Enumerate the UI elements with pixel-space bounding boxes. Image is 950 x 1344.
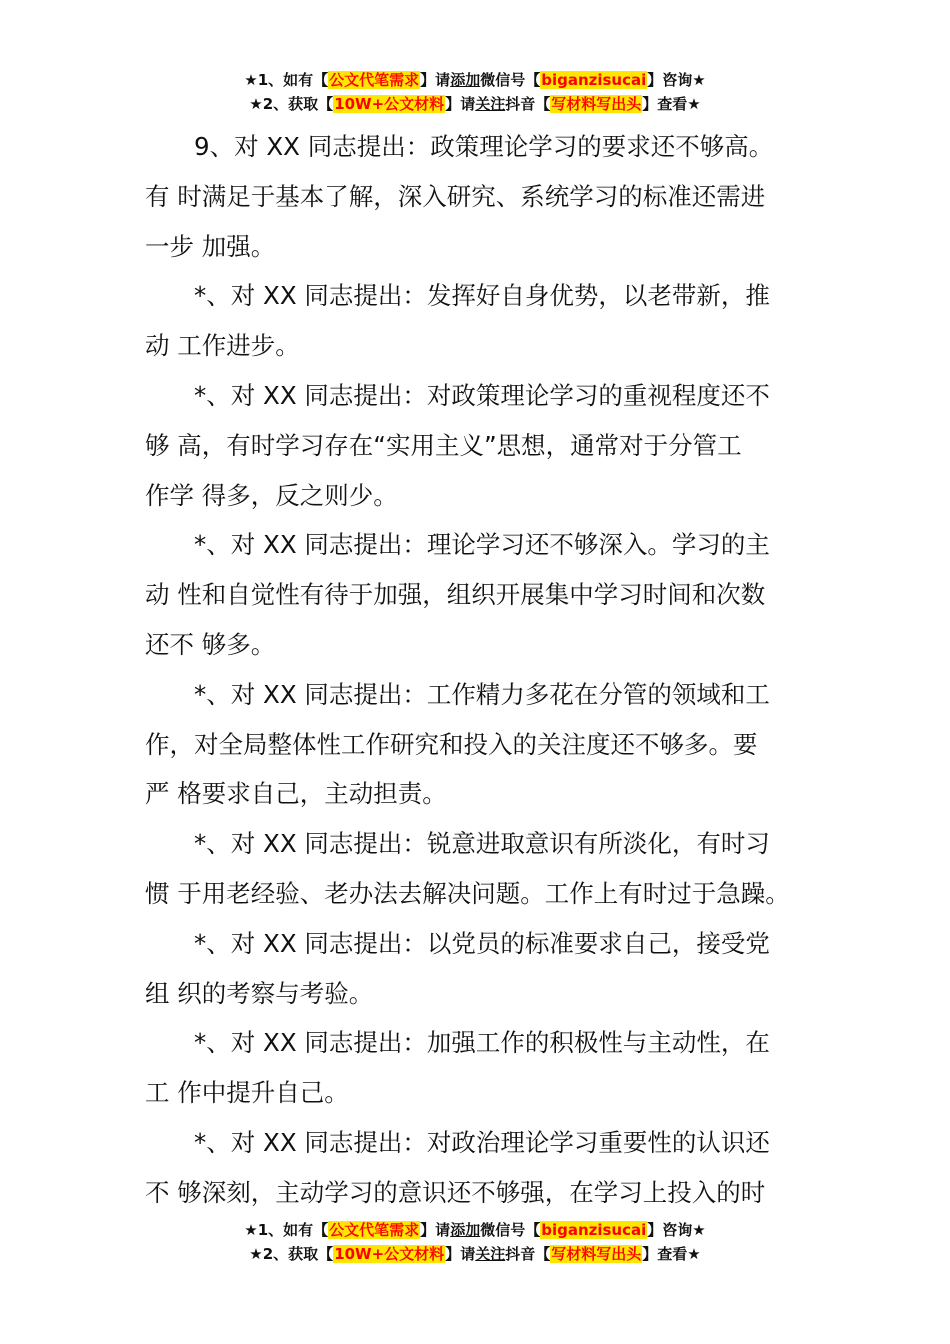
banner-line-1	[0, 1218, 950, 1242]
banner-text: ★1、如有【	[244, 71, 329, 89]
banner-underlined: 关注	[475, 95, 506, 113]
banner-text: 】咨询★	[647, 1221, 706, 1239]
banner-highlight: 写材料写出头	[551, 1245, 642, 1263]
document-body	[145, 122, 810, 1218]
paragraph: *、对 XX 同志提出：加强工作的积极性与主动性，在 工 作中提升自己。	[145, 1028, 770, 1108]
banner-line-2	[0, 92, 950, 116]
banner-line-1	[0, 68, 950, 92]
banner-underlined: 添加	[450, 71, 481, 89]
banner-text: ★2、获取【	[249, 1245, 334, 1263]
banner-highlight: biganzisucai	[541, 1221, 647, 1239]
banner-text: 】请	[445, 1245, 476, 1263]
banner-highlight: 公文代笔需求	[329, 1221, 420, 1239]
banner-highlight: biganzisucai	[541, 71, 647, 89]
banner-highlight: 10W+公文材料	[334, 95, 445, 113]
banner-text: 】请	[445, 95, 476, 113]
paragraph: *、对 XX 同志提出：以党员的标准要求自己，接受党 组 织的考察与考验。	[145, 928, 770, 1008]
banner-text: 】查看★	[642, 95, 701, 113]
bottom-banner	[0, 1218, 950, 1266]
banner-line-2	[0, 1242, 950, 1266]
banner-text: 】请	[420, 1221, 451, 1239]
top-banner	[0, 68, 950, 116]
banner-text: ★1、如有【	[244, 1221, 329, 1239]
banner-text: 】请	[420, 71, 451, 89]
paragraph: *、对 XX 同志提出：锐意进取意识有所淡化，有时习 惯 于用老经验、老办法去解决问题。工作上有时过于急躁。	[145, 829, 790, 908]
banner-underlined: 关注	[475, 1245, 506, 1263]
banner-highlight: 10W+公文材料	[334, 1245, 445, 1263]
banner-text: 】咨询★	[647, 71, 706, 89]
paragraph: *、对 XX 同志提出：工作精力多花在分管的领域和工 作，对全局整体性工作研究和投入的关注度还不够多。要 严 格要求自己，主动担责。	[145, 679, 770, 809]
paragraph: *、对 XX 同志提出：发挥好自身优势，以老带新，推 动 工作进步。	[145, 281, 770, 361]
banner-text: 微信号【	[480, 71, 541, 89]
banner-underlined: 添加	[450, 1221, 481, 1239]
banner-text: 】查看★	[642, 1245, 701, 1263]
banner-text: 抖音【	[505, 95, 551, 113]
paragraph: 9、对 XX 同志提出：政策理论学习的要求还不够高。 有 时满足于基本了解，深入研究、系统学习的标准还需进 一步 加强。	[145, 132, 774, 261]
paragraph: *、对 XX 同志提出：对政策理论学习的重视程度还不 够 高，有时学习存在“实用主义”思想，通常对于分管工 作学 得多，反之则少。	[145, 380, 770, 510]
paragraph: *、对 XX 同志提出：对政治理论学习重要性的认识还 不 够深刻，主动学习的意识还不够强，在学习上投入的时	[145, 1127, 770, 1207]
banner-text: ★2、获取【	[249, 95, 334, 113]
banner-text: 微信号【	[480, 1221, 541, 1239]
banner-text: 抖音【	[505, 1245, 551, 1263]
banner-highlight: 公文代笔需求	[329, 71, 420, 89]
banner-highlight: 写材料写出头	[551, 95, 642, 113]
paragraph: *、对 XX 同志提出：理论学习还不够深入。学习的主 动 性和自觉性有待于加强，组织开展集中学习时间和次数 还不 够多。	[145, 530, 770, 659]
